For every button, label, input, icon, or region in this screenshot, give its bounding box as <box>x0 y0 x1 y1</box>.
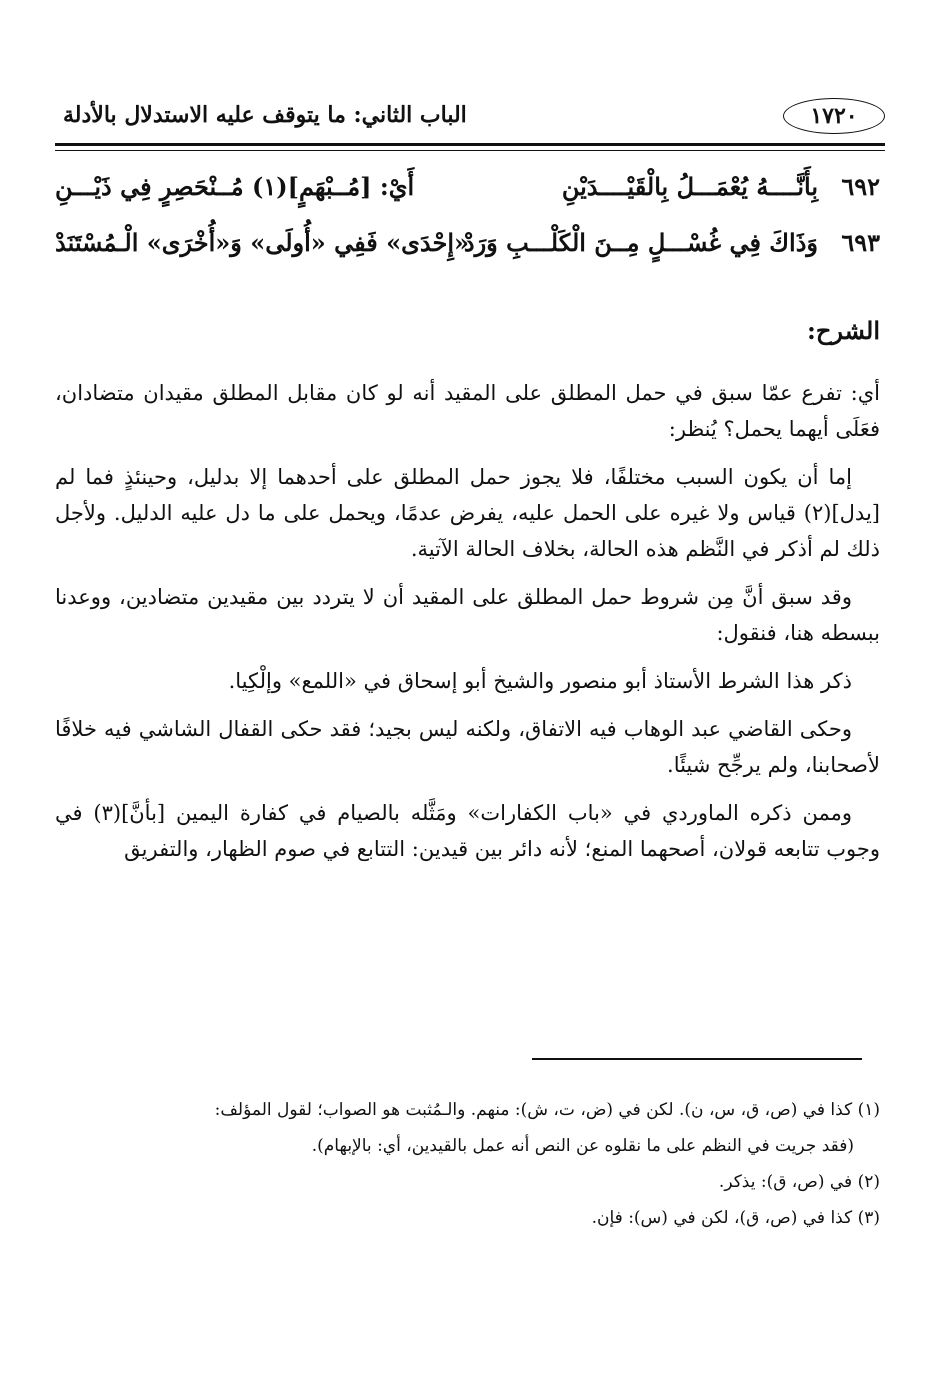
verse-first-hemistich: بِأَنَّــــهُ يُعْمَـــلُ بِالْقَيْــــدَيْنِ <box>561 172 818 201</box>
footnote-1: (١) كذا في (ص، ق، س، ن). لكن في (ض، ت، ش): منهم. والـمُثبت هو الصواب؛ لقول المؤلف: <box>214 1100 880 1120</box>
verse-692 <box>55 172 880 212</box>
footnote-1-continuation: (فقد جريت في النظم على ما نقلوه عن النص أنه عمل بالقيدين، أي: بالإبهام). <box>311 1136 854 1156</box>
footnote-2: (٢) في (ص، ق): يذكر. <box>718 1172 880 1192</box>
footnotes <box>55 1092 880 1236</box>
paragraph: وقد سبق أنَّ مِن شروط حمل المطلق على المقيد أن لا يتردد بين مقيدين متضادين، ووعدنا ببسطه هنا، فنقول: <box>55 585 880 645</box>
header-rule-thick <box>55 143 885 146</box>
running-title: الباب الثاني: ما يتوقف عليه الاستدلال بالأدلة <box>63 102 467 128</box>
footnote-3: (٣) كذا في (ص، ق)، لكن في (س): فإن. <box>591 1208 880 1228</box>
paragraph: ذكر هذا الشرط الأستاذ أبو منصور والشيخ أبو إسحاق في «اللمع» وإلْكِيا. <box>228 669 852 693</box>
commentary-heading: الشرح: <box>807 316 880 345</box>
verse-second-hemistich: أَيْ: [مُــبْهَمٍ](١) مُــنْحَصِرٍ فِي ذَيْـــنِ <box>55 172 415 201</box>
paragraph: إما أن يكون السبب مختلفًا، فلا يجوز حمل المطلق على أحدهما إلا بدليل، وحينئذٍ فما لم [يدل](٢) قياس ولا غيره على الحمل عليه، يفرض عدمًا، ويحمل على ما دل عليه الدليل. ولأجل ذلك لم أذكر في النَّظم هذه الحالة، بخلاف الحالة الآتية. <box>55 465 880 561</box>
verse-693 <box>55 228 880 268</box>
paragraph: وحكى القاضي عبد الوهاب فيه الاتفاق، ولكنه ليس بجيد؛ فقد حكى القفال الشاشي فيه خلافًا لأصحابنا، ولم يرجِّح شيئًا. <box>55 717 880 777</box>
header-rule-thin <box>55 150 885 151</box>
verse-first-hemistich: وَذَاكَ فِي غُسْـــلٍ مِــنَ الْكَلْـــبِ وَرَدْ <box>463 228 818 257</box>
verse-number: ٦٩٣ <box>841 228 880 257</box>
commentary-body <box>55 375 880 879</box>
page-number-badge: ١٧٢٠ <box>783 98 885 134</box>
verse-second-hemistich: «إِحْدَى» فَفِي «أُولَى» وَ«أُخْرَى» الْـمُسْتَنَدْ <box>55 228 469 257</box>
page-header <box>55 92 885 142</box>
footnote-separator <box>532 1058 862 1060</box>
paragraph: أي: تفرع عمّا سبق في حمل المطلق على المقيد أنه لو كان مقابل المطلق مقيدان متضادان، فعَلَى أيهما يحمل؟ يُنظر: <box>55 381 880 441</box>
verse-number: ٦٩٢ <box>841 172 880 201</box>
paragraph: وممن ذكره الماوردي في «باب الكفارات» ومَثَّله بالصيام في كفارة اليمين [بأنَّ](٣) في وجوب تتابعه قولان، أصحهما المنع؛ لأنه دائر بين قيدين: التتابع في صوم الظهار، والتفريق <box>55 801 880 861</box>
